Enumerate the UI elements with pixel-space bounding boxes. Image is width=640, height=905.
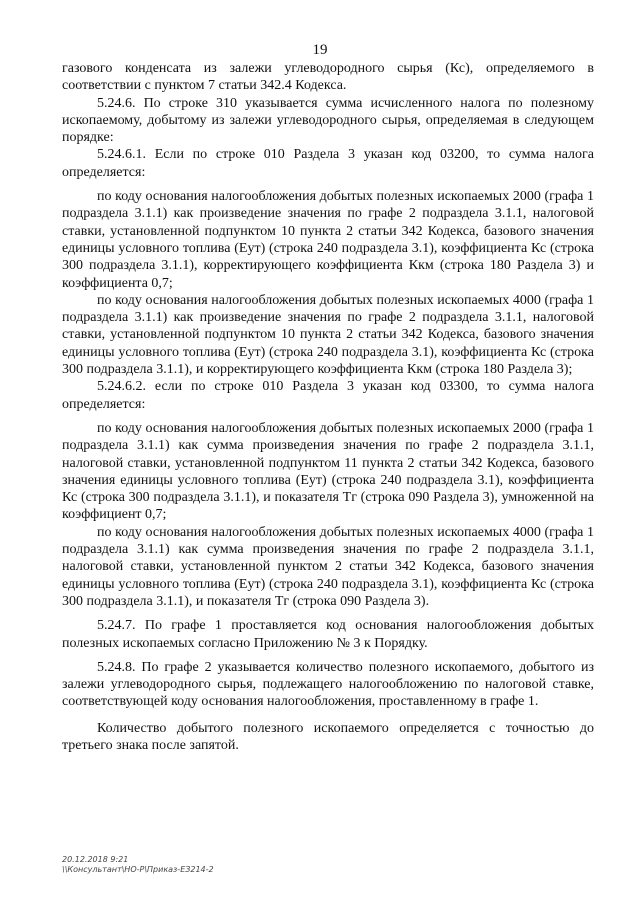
paragraph: по коду основания налогообложения добытых полезных ископаемых 2000 (графа 1 подраздела 3.1.1) как произведение значения по графе 2 подраздела 3.1.1, налоговой ставки, установленной подпунктом 10 пункта 2 статьи 342 Кодекса, базового значения единицы условного топлива (Еут) (строка 240 подраздела 3.1), коэффициента Кс (строка 300 подраздела 3.1.1), корректирующего коэффициента Ккм (строка 180 Раздела 3) и коэффициента 0,7; [62,189,594,291]
paragraph: 5.24.6.1. Если по строке 010 Раздела 3 указан код 03200, то сумма налога определяется: [62,147,594,180]
paragraph: 5.24.6. По строке 310 указывается сумма исчисленного налога по полезному ископаемому, добытому из залежи углеводородного сырья, определяемая в следующем порядке: [62,95,594,146]
paragraph: 5.24.7. По графе 1 проставляется код основания налогообложения добытых полезных ископаемых согласно Приложению № 3 к Порядку. [62,618,594,651]
paragraph: газового конденсата из залежи углеводородного сырья (Кс), определяемого в соответствии с пунктом 7 статьи 342.4 Кодекса. [62,61,594,94]
document-body [62,60,594,754]
paragraph: 5.24.8. По графе 2 указывается количество полезного ископаемого, добытого из залежи углеводородного сырья, подлежащего налогообложению по налоговой ставке, соответствующей коду основания налогообложения, проставленному в графе 1. [62,659,594,710]
paragraph: Количество добытого полезного ископаемого определяется с точностью до третьего знака после запятой. [62,720,594,753]
paragraph: по коду основания налогообложения добытых полезных ископаемых 2000 (графа 1 подраздела 3.1.1) как сумма произведения значения по графе 2 подраздела 3.1.1, налоговой ставки, установленной подпунктом 11 пункта 2 статьи 342 Кодекса, базового значения единицы условного топлива (Еут) (строка 240 подраздела 3.1), коэффициента Кс (строка 300 подраздела 3.1.1), и показателя Тг (строка 090 Раздела 3), умноженной на коэффициент 0,7; [62,420,594,523]
paragraph: 5.24.6.2. если по строке 010 Раздела 3 указан код 03300, то сумма налога определяется: [62,379,594,412]
page-number: 19 [312,42,328,58]
paragraph: по коду основания налогообложения добытых полезных ископаемых 4000 (графа 1 подраздела 3.1.1) как произведение значения по графе 2 подраздела 3.1.1, налоговой ставки, установленной подпунктом 10 пункта 2 статьи 342 Кодекса, базового значения единицы условного топлива (Еут) (строка 240 подраздела 3.1), коэффициента Кс (строка 300 подраздела 3.1.1), и корректирующего коэффициента Ккм (строка 180 Раздела 3); [62,292,594,378]
file-path: \\Консультант\НО-Р\Приказ-ЕЗ214-2 [62,865,214,874]
paragraph: по коду основания налогообложения добытых полезных ископаемых 4000 (графа 1 подраздела 3.1.1) как сумма произведения значения по графе 2 подраздела 3.1.1, налоговой ставки, установленной пунктом 2 статьи 342 Кодекса, базового значения единицы условного топлива (Еут) (строка 240 подраздела 3.1), коэффициента Кс (строка 300 подраздела 3.1.1), и показателя Тг (строка 090 Раздела 3). [62,524,594,609]
print-footer [62,855,214,875]
print-timestamp: 20.12.2018 9:21 [62,855,129,864]
